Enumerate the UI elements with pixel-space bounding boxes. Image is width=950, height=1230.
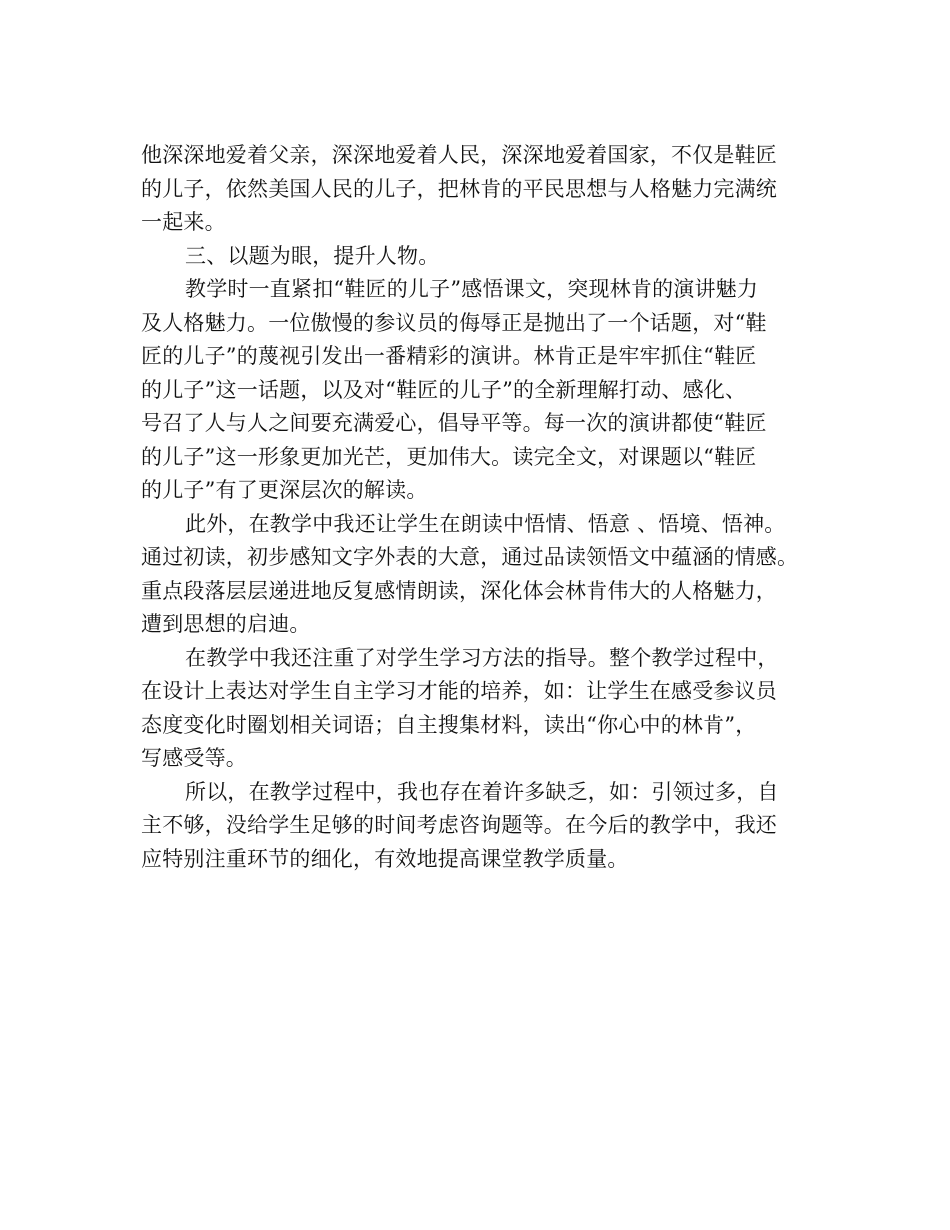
text-line: 教学时一直紧扣“鞋匠的儿子”感悟课文，突现林肯的演讲魅力 — [185, 277, 759, 301]
text-line: 及人格魅力。一位傲慢的参议员的侮辱正是抛出了一个话题，对“鞋 — [141, 310, 767, 335]
text-line: 所以，在教学过程中，我也存在着许多缺乏，如：引领过多，自 — [185, 779, 779, 804]
text-line: 写感受等。 — [141, 746, 247, 770]
document-body — [141, 139, 831, 876]
text-line: 号召了人与人之间要充满爱心，倡导平等。每一次的演讲都使“鞋匠 — [141, 411, 767, 435]
text-line: 的儿子”有了更深层次的解读。 — [141, 478, 428, 502]
text-line: 主不够，没给学生足够的时间考虑咨询题等。在今后的教学中，我还 — [141, 813, 777, 837]
text-line: 此外，在教学中我还让学生在朗读中悟情、悟意 、悟境、悟神。 — [185, 511, 786, 536]
text-line: 匠的儿子”的蔑视引发出一番精彩的演讲。林肯正是牢牢抓住“鞋匠 — [141, 344, 757, 368]
text-line: 的儿子，依然美国人民的儿子，把林肯的平民思想与人格魅力完满统 — [141, 176, 777, 201]
text-line: 一起来。 — [141, 210, 226, 234]
text-line: 的儿子”这一形象更加光芒，更加伟大。读完全文，对课题以“鞋匠 — [141, 444, 757, 469]
text-line: 态度变化时圈划相关词语；自主搜集材料，读出“你心中的林肯”， — [141, 712, 757, 737]
text-line: 在教学中我还注重了对学生学习方法的指导。整个教学过程中， — [185, 645, 779, 670]
text-line: 他深深地爱着父亲，深深地爱着人民，深深地爱着国家，不仅是鞋匠 — [141, 143, 777, 167]
text-line: 应特别注重环节的细化，有效地提高课堂教学质量。 — [141, 846, 629, 871]
text-line: 重点段落层层递进地反复感情朗读，深化体会林肯伟大的人格魅力， — [141, 578, 777, 603]
text-line: 三、以题为眼，提升人物。 — [185, 243, 440, 268]
text-line: 通过初读，初步感知文字外表的大意，通过品读领悟文中蕴涵的情感。 — [141, 545, 799, 569]
text-line: 遭到思想的启迪。 — [141, 612, 311, 636]
text-line: 的儿子”这一话题，以及对“鞋匠的儿子”的全新理解打动、感化、 — [141, 377, 747, 402]
text-line: 在设计上表达对学生自主学习才能的培养，如：让学生在感受参议员 — [141, 679, 777, 703]
